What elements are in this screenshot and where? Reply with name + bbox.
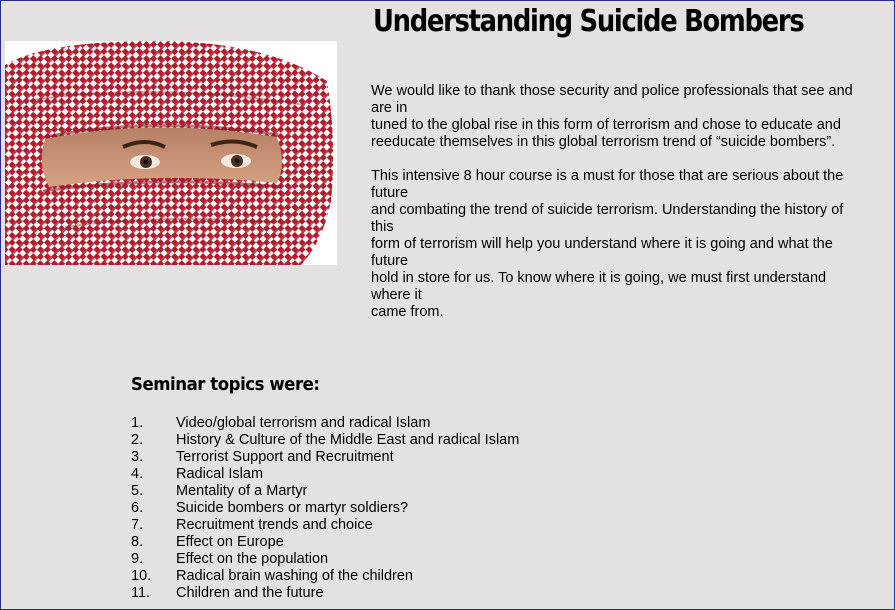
list-item <box>131 483 519 500</box>
list-item <box>131 517 519 534</box>
list-item-number: 4. <box>131 466 144 482</box>
list-item-text: Children and the future <box>176 585 324 601</box>
intro-line: where it <box>371 287 422 303</box>
seminar-heading: Seminar topics were: <box>131 374 320 395</box>
list-item-number: 3. <box>131 449 144 465</box>
list-item-text: Mentality of a Martyr <box>176 483 308 499</box>
intro-line: future <box>371 185 409 201</box>
list-item-number: 5. <box>131 483 144 499</box>
list-item-text: Terrorist Support and Recruitment <box>176 449 394 465</box>
page-title: Understanding Suicide Bombers <box>373 4 804 39</box>
list-item-text: History & Culture of the Middle East and radical Islam <box>176 432 520 448</box>
list-item-text: Radical brain washing of the children <box>176 568 413 584</box>
intro-line: form of terrorism will help you understand where it is going and what the <box>371 236 833 252</box>
intro-line: future <box>371 253 409 269</box>
list-item-text: Effect on Europe <box>176 534 284 550</box>
intro-line: came from. <box>371 304 444 320</box>
list-item <box>131 449 519 466</box>
intro-paragraph-2 <box>371 168 891 321</box>
list-item-text: Radical Islam <box>176 466 264 482</box>
list-item-number: 1. <box>131 415 144 431</box>
intro-line: reeducate themselves in this global terrorism trend of “suicide bombers”. <box>371 134 836 150</box>
list-item <box>131 568 519 585</box>
intro-line: This intensive 8 hour course is a must for those that are serious about the <box>371 168 844 184</box>
list-item <box>131 534 519 551</box>
intro-line: are in <box>371 100 408 116</box>
intro-line: and combating the trend of suicide terrorism. Understanding the history of <box>371 202 844 218</box>
list-item-number: 11. <box>131 585 151 601</box>
list-item-number: 7. <box>131 517 144 533</box>
list-item-number: 9. <box>131 551 144 567</box>
list-item-text: Recruitment trends and choice <box>176 517 373 533</box>
intro-line: tuned to the global rise in this form of terrorism and chose to educate and <box>371 117 841 133</box>
keffiyeh-photo <box>5 41 337 265</box>
list-item-number: 10. <box>131 568 152 584</box>
intro-paragraph-1 <box>371 83 891 151</box>
list-item-number: 8. <box>131 534 144 550</box>
list-item-text: Effect on the population <box>176 551 329 567</box>
list-item <box>131 585 519 602</box>
intro-line: this <box>371 219 394 235</box>
list-item-text: Suicide bombers or martyr soldiers? <box>176 500 409 516</box>
intro-line: hold in store for us. To know where it is going, we must first understand <box>371 270 827 286</box>
list-item-number: 6. <box>131 500 144 516</box>
list-item <box>131 415 519 432</box>
list-item <box>131 551 519 568</box>
list-item-text: Video/global terrorism and radical Islam <box>176 415 431 431</box>
list-item <box>131 432 519 449</box>
list-item-number: 2. <box>131 432 144 448</box>
list-item <box>131 466 519 483</box>
seminar-topic-list <box>131 415 519 602</box>
intro-text <box>371 83 891 338</box>
list-item <box>131 500 519 517</box>
intro-line: We would like to thank those security and police professionals that see and <box>371 83 853 99</box>
